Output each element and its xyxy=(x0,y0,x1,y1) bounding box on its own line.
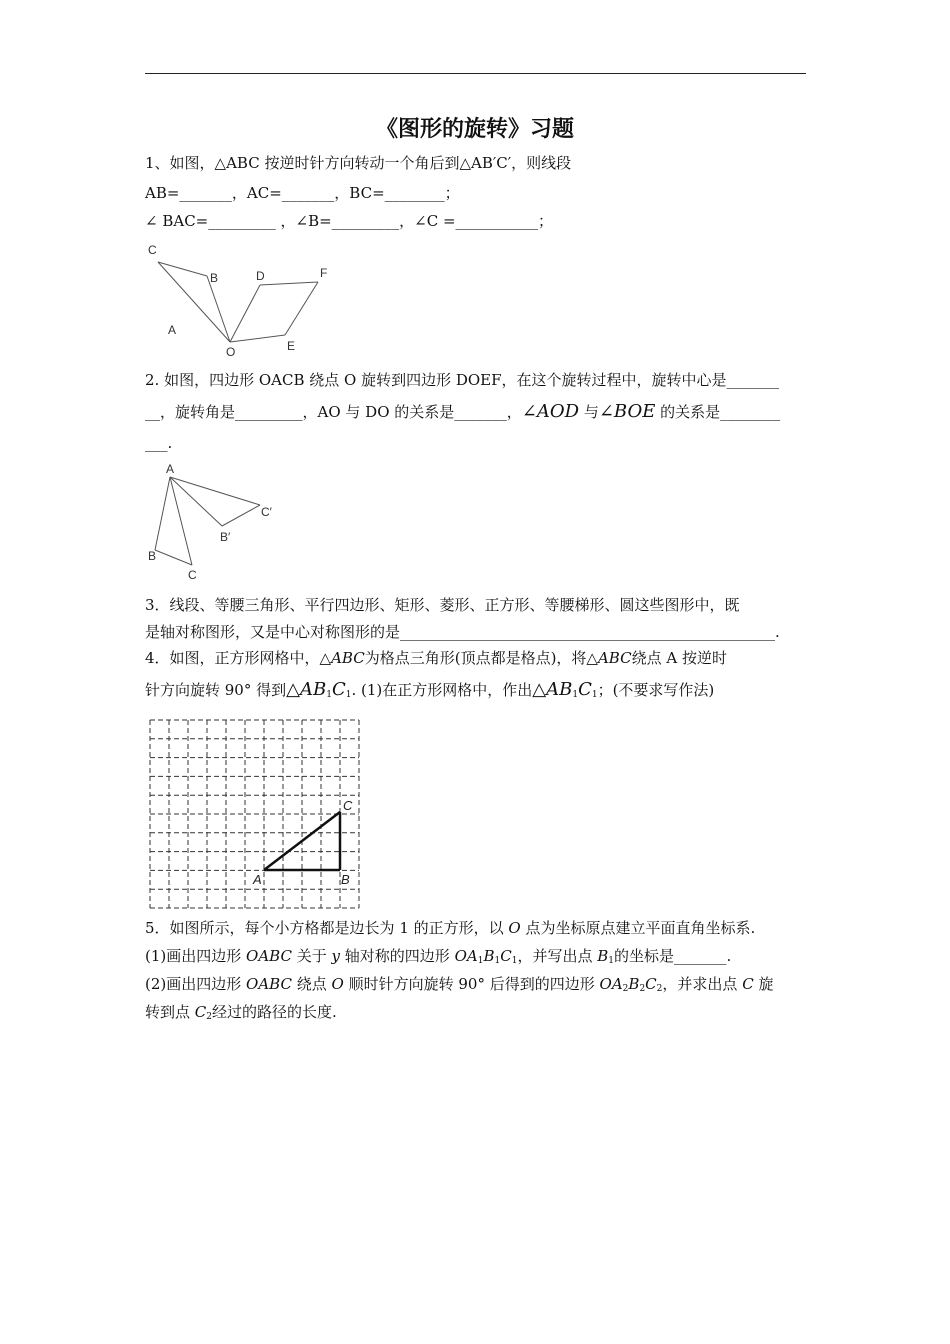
q2-line2: __，旋转角是_________，AO 与 DO 的关系是_______，∠AOD 与∠BOE 的关系是________ xyxy=(145,401,781,422)
q2-label-C: C xyxy=(188,568,197,582)
angle-boe: ∠BOE xyxy=(598,401,656,422)
page-title: 《图形的旋转》习题 xyxy=(375,117,574,142)
q2-label-Bp: B′ xyxy=(220,530,231,544)
q1-label-A: A xyxy=(168,323,177,337)
q1-line3: ∠ BAC=_________ ，∠B=_________，∠C =___________； xyxy=(145,212,554,230)
q1-label-B: B xyxy=(210,271,219,285)
q1-label-C: C xyxy=(148,243,157,257)
q4-line1: 4．如图，正方形网格中，△ABC为格点三角形(顶点都是格点)，将△ABC绕点 A 按逆时 xyxy=(145,649,727,667)
q1-label-F: F xyxy=(320,266,328,280)
q1-edge-BO xyxy=(207,276,230,342)
q2-edge-CA xyxy=(170,477,192,565)
q5-line3: (2)画出四边形 OABC 绕点 O 顺时针方向旋转 90° 后得到的四边形 $OA_2B_2C_2$，并求出点 C 旋 xyxy=(145,975,774,994)
q2-edge-AB xyxy=(155,477,170,550)
q1-label-E: E xyxy=(287,339,296,353)
q1-line2: AB=_______，AC=_______，BC=________； xyxy=(145,184,460,202)
q2-label-B: B xyxy=(148,549,157,563)
q2-label-Cp: C′ xyxy=(261,505,272,519)
q4-label-C: C xyxy=(343,798,353,813)
q2-label-A: A xyxy=(166,462,175,476)
q2-line3: ___. xyxy=(145,434,173,452)
q1-edge-CB xyxy=(158,262,207,276)
q2-edge-BpA xyxy=(170,477,222,526)
q4-label-B: B xyxy=(341,872,350,887)
q1-edge-OD xyxy=(230,285,260,342)
q2-edge-CpBp xyxy=(222,505,260,526)
q1-label-D: D xyxy=(256,269,265,283)
q2-edge-ACp xyxy=(170,477,260,505)
q2-edge-BC xyxy=(155,550,192,565)
q1-line1: 1、如图，△ABC 按逆时针方向转动一个角后到△AB′C′，则线段 xyxy=(145,154,572,172)
q1-edge-FE xyxy=(285,282,318,335)
q1-edge-DF xyxy=(260,282,318,285)
q5-line2: (1)画出四边形 OABC 关于 y 轴对称的四边形 $OA_1B_1C_1$，并写出点 $B_1$的坐标是_______. xyxy=(145,947,732,966)
q1-figure xyxy=(140,240,340,365)
q3-line1: 3．线段、等腰三角形、平行四边形、矩形、菱形、正方形、等腰梯形、圆这些图形中，既 xyxy=(145,596,740,614)
q2-figure xyxy=(140,460,290,585)
q5-line4: 转到点 $C_2$经过的路径的长度. xyxy=(145,1003,337,1022)
q2-line1: 2. 如图，四边形 OACB 绕点 O 旋转到四边形 DOEF，在这个旋转过程中，旋转中心是_______ xyxy=(145,371,780,389)
q4-label-A: A xyxy=(253,872,262,887)
q5-line1: 5．如图所示，每个小方格都是边长为 1 的正方形，以 O 点为坐标原点建立平面直角坐标系. xyxy=(145,919,756,937)
q4-line2: 针方向旋转 90° 得到$\triangle AB_1C_1$. (1)在正方形网格中，作出$\triangle AB_1C_1$；(不要求写作法) xyxy=(145,679,715,700)
header-rule xyxy=(145,73,806,74)
angle-aod: ∠AOD xyxy=(521,401,580,422)
q1-label-O: O xyxy=(226,345,236,359)
q4-grid-figure xyxy=(150,720,362,910)
q1-edge-EO xyxy=(230,335,285,342)
q3-line2: 是轴对称图形，又是中心对称图形的是__________________________________________________. xyxy=(145,623,780,641)
